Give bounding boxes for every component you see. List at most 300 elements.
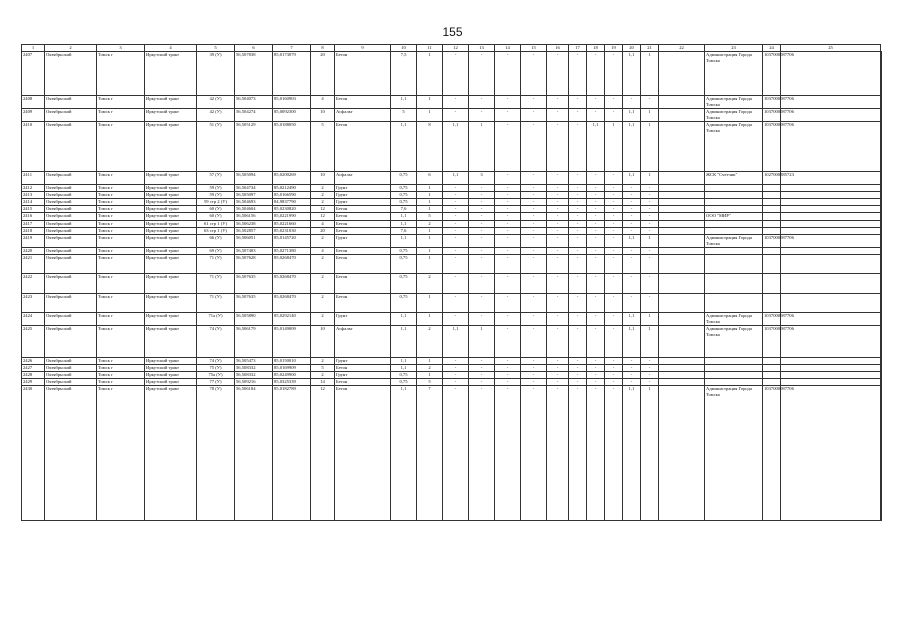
count-cell: 1 bbox=[417, 255, 443, 274]
district: Октябрьский bbox=[45, 378, 97, 385]
count-cell: - bbox=[443, 274, 469, 293]
city: Томск г bbox=[97, 122, 145, 172]
table-row bbox=[22, 255, 882, 274]
empty-cell bbox=[659, 185, 705, 192]
count-cell: - bbox=[623, 185, 641, 192]
empty-cell bbox=[781, 52, 881, 96]
owner: Администрация Города Томска bbox=[705, 326, 763, 357]
area-value: 2 bbox=[311, 192, 335, 199]
count-cell: - bbox=[605, 199, 623, 206]
street: Иркутский тракт bbox=[145, 52, 197, 96]
owner-ogrn: 1037000087706 bbox=[763, 312, 781, 325]
column-number: 11 bbox=[417, 45, 443, 52]
area-value: 2 bbox=[311, 234, 335, 247]
table-row bbox=[22, 234, 882, 247]
city: Томск г bbox=[97, 371, 145, 378]
column-number: 8 bbox=[311, 45, 335, 52]
street: Иркутский тракт bbox=[145, 371, 197, 378]
count-cell: - bbox=[521, 364, 547, 371]
row-number: 2427 bbox=[22, 364, 45, 371]
longitude: 85,0150010 bbox=[273, 357, 311, 364]
count-cell: - bbox=[547, 122, 569, 172]
empty-cell bbox=[659, 274, 705, 293]
empty-cell bbox=[659, 220, 705, 227]
surface-material: Бетон bbox=[335, 247, 391, 254]
empty-cell bbox=[781, 199, 881, 206]
count-cell: - bbox=[469, 312, 495, 325]
count-cell: 1 bbox=[417, 199, 443, 206]
count-cell: - bbox=[641, 371, 659, 378]
count-cell: - bbox=[469, 274, 495, 293]
row-number: 2414 bbox=[22, 199, 45, 206]
empty-cell bbox=[781, 192, 881, 199]
count-cell: - bbox=[587, 192, 605, 199]
count-cell: - bbox=[469, 371, 495, 378]
owner-ogrn: 1037000087706 bbox=[763, 108, 781, 121]
count-cell: - bbox=[495, 378, 521, 385]
register-body bbox=[22, 52, 882, 521]
latitude: 56,506179 bbox=[235, 326, 273, 357]
latitude: 56,505097 bbox=[235, 192, 273, 199]
count-cell: 1 bbox=[641, 234, 659, 247]
table-row bbox=[22, 247, 882, 254]
count-cell: - bbox=[569, 108, 587, 121]
count-cell: - bbox=[495, 227, 521, 234]
empty-cell bbox=[659, 108, 705, 121]
city: Томск г bbox=[97, 312, 145, 325]
count-cell: - bbox=[587, 385, 605, 520]
owner bbox=[705, 192, 763, 199]
latitude: 56,507635 bbox=[235, 274, 273, 293]
column-number: 9 bbox=[335, 45, 391, 52]
house: 66 (У) bbox=[197, 234, 235, 247]
container-volume: 0,75 bbox=[391, 274, 417, 293]
count-cell: - bbox=[605, 108, 623, 121]
count-cell: - bbox=[469, 199, 495, 206]
container-volume: 0,75 bbox=[391, 171, 417, 184]
count-cell: 2 bbox=[417, 364, 443, 371]
table-row bbox=[22, 185, 882, 192]
count-cell: - bbox=[569, 293, 587, 312]
count-cell: - bbox=[605, 255, 623, 274]
count-cell: - bbox=[469, 357, 495, 364]
district: Октябрьский bbox=[45, 247, 97, 254]
count-cell: - bbox=[623, 247, 641, 254]
row-number: 2425 bbox=[22, 326, 45, 357]
district: Октябрьский bbox=[45, 326, 97, 357]
count-cell: - bbox=[605, 371, 623, 378]
district: Октябрьский bbox=[45, 227, 97, 234]
owner-ogrn bbox=[763, 199, 781, 206]
count-cell: - bbox=[495, 185, 521, 192]
table-row bbox=[22, 274, 882, 293]
row-number: 2419 bbox=[22, 234, 45, 247]
count-cell: - bbox=[569, 274, 587, 293]
table-row bbox=[22, 213, 882, 220]
count-cell: - bbox=[569, 247, 587, 254]
area-value: 20 bbox=[311, 227, 335, 234]
empty-cell bbox=[659, 206, 705, 213]
surface-material: Асфальт bbox=[335, 171, 391, 184]
count-cell: 1,1 bbox=[623, 108, 641, 121]
count-cell: - bbox=[495, 122, 521, 172]
area-value: 4 bbox=[311, 247, 335, 254]
table-row bbox=[22, 371, 882, 378]
empty-cell bbox=[781, 227, 881, 234]
count-cell: - bbox=[641, 192, 659, 199]
district: Октябрьский bbox=[45, 199, 97, 206]
surface-material: Грунт bbox=[335, 357, 391, 364]
row-number: 2409 bbox=[22, 108, 45, 121]
table-row bbox=[22, 378, 882, 385]
surface-material: Грунт bbox=[335, 234, 391, 247]
owner-ogrn: 1027000885723 bbox=[763, 171, 781, 184]
district: Октябрьский bbox=[45, 255, 97, 274]
empty-cell bbox=[659, 247, 705, 254]
longitude: 85,0271380 bbox=[273, 247, 311, 254]
count-cell: - bbox=[495, 192, 521, 199]
count-cell: 2 bbox=[417, 326, 443, 357]
surface-material: Бетон bbox=[335, 293, 391, 312]
count-cell: - bbox=[547, 185, 569, 192]
area-value: 10 bbox=[311, 108, 335, 121]
count-cell: 1 bbox=[641, 326, 659, 357]
empty-cell bbox=[781, 293, 881, 312]
latitude: 56,505094 bbox=[235, 171, 273, 184]
row-number: 2420 bbox=[22, 247, 45, 254]
count-cell: - bbox=[521, 371, 547, 378]
served-addresses bbox=[881, 220, 882, 227]
count-cell: - bbox=[641, 206, 659, 213]
district: Октябрьский bbox=[45, 108, 97, 121]
latitude: 56,504604 bbox=[235, 206, 273, 213]
city: Томск г bbox=[97, 234, 145, 247]
column-number: 20 bbox=[623, 45, 641, 52]
count-cell: - bbox=[443, 108, 469, 121]
table-row bbox=[22, 199, 882, 206]
house: 78 (У) bbox=[197, 385, 235, 520]
owner: ЖСК "Счетчик" bbox=[705, 171, 763, 184]
count-cell: 1 bbox=[641, 171, 659, 184]
served-addresses bbox=[881, 326, 882, 357]
count-cell: - bbox=[443, 199, 469, 206]
count-cell: - bbox=[623, 378, 641, 385]
surface-material: Бетон bbox=[335, 52, 391, 96]
container-volume: 1,1 bbox=[391, 357, 417, 364]
column-number: 15 bbox=[521, 45, 547, 52]
empty-cell bbox=[781, 357, 881, 364]
count-cell: - bbox=[587, 185, 605, 192]
city: Томск г bbox=[97, 213, 145, 220]
count-cell: - bbox=[521, 293, 547, 312]
count-cell: 1,1 bbox=[443, 171, 469, 184]
column-number: 24 bbox=[763, 45, 781, 52]
count-cell: - bbox=[469, 247, 495, 254]
district: Октябрьский bbox=[45, 192, 97, 199]
column-number: 12 bbox=[443, 45, 469, 52]
owner-ogrn bbox=[763, 357, 781, 364]
longitude: 85,0145720 bbox=[273, 234, 311, 247]
owner-ogrn bbox=[763, 247, 781, 254]
count-cell: - bbox=[587, 312, 605, 325]
count-cell: - bbox=[443, 192, 469, 199]
column-number: 13 bbox=[469, 45, 495, 52]
table-row bbox=[22, 220, 882, 227]
longitude: 85,0221990 bbox=[273, 213, 311, 220]
street: Иркутский тракт bbox=[145, 293, 197, 312]
count-cell: - bbox=[547, 171, 569, 184]
served-addresses bbox=[881, 247, 882, 254]
owner-ogrn bbox=[763, 227, 781, 234]
count-cell: - bbox=[547, 234, 569, 247]
count-cell: - bbox=[521, 199, 547, 206]
latitude: 56,507403 bbox=[235, 247, 273, 254]
count-cell: - bbox=[521, 95, 547, 108]
house: 57 (У) bbox=[197, 171, 235, 184]
container-volume: 0,75 bbox=[391, 199, 417, 206]
count-cell: - bbox=[443, 371, 469, 378]
count-cell: - bbox=[587, 274, 605, 293]
table-row bbox=[22, 364, 882, 371]
count-cell: - bbox=[495, 371, 521, 378]
count-cell: - bbox=[547, 227, 569, 234]
longitude: 85,0182789 bbox=[273, 385, 311, 520]
owner-ogrn: 1037000087706 bbox=[763, 234, 781, 247]
district: Октябрьский bbox=[45, 95, 97, 108]
container-volume: 1,1 bbox=[391, 364, 417, 371]
count-cell: 1,1 bbox=[443, 326, 469, 357]
served-addresses bbox=[881, 185, 882, 192]
count-cell: - bbox=[495, 293, 521, 312]
empty-cell bbox=[659, 326, 705, 357]
count-cell: 1 bbox=[417, 95, 443, 108]
city: Томск г bbox=[97, 199, 145, 206]
column-number: 10 bbox=[391, 45, 417, 52]
city: Томск г bbox=[97, 206, 145, 213]
surface-material: Грунт bbox=[335, 371, 391, 378]
latitude: 56,502857 bbox=[235, 227, 273, 234]
longitude: 85,0268470 bbox=[273, 255, 311, 274]
count-cell: - bbox=[605, 312, 623, 325]
empty-cell bbox=[781, 247, 881, 254]
count-cell: - bbox=[547, 274, 569, 293]
count-cell: - bbox=[547, 199, 569, 206]
latitude: 56,507838 bbox=[235, 52, 273, 96]
count-cell: - bbox=[587, 206, 605, 213]
count-cell: - bbox=[495, 95, 521, 108]
house: 60 (У) bbox=[197, 213, 235, 220]
count-cell: 1 bbox=[641, 52, 659, 96]
count-cell: - bbox=[587, 255, 605, 274]
house: 75 (У) bbox=[197, 364, 235, 371]
area-value: 2 bbox=[311, 255, 335, 274]
city: Томск г bbox=[97, 385, 145, 520]
count-cell: 5 bbox=[417, 378, 443, 385]
area-value: 14 bbox=[311, 378, 335, 385]
container-volume: 0,75 bbox=[391, 293, 417, 312]
count-cell: - bbox=[569, 234, 587, 247]
count-cell: - bbox=[443, 206, 469, 213]
surface-material: Грунт bbox=[335, 192, 391, 199]
owner bbox=[705, 293, 763, 312]
served-addresses bbox=[881, 192, 882, 199]
street: Иркутский тракт bbox=[145, 274, 197, 293]
empty-cell bbox=[659, 293, 705, 312]
house: 42 (У) bbox=[197, 108, 235, 121]
street: Иркутский тракт bbox=[145, 326, 197, 357]
owner bbox=[705, 371, 763, 378]
page-number: 155 bbox=[442, 25, 463, 39]
count-cell: - bbox=[569, 326, 587, 357]
area-value: 10 bbox=[311, 171, 335, 184]
empty-cell bbox=[781, 385, 881, 520]
count-cell: - bbox=[605, 247, 623, 254]
row-number: 2416 bbox=[22, 213, 45, 220]
count-cell: - bbox=[605, 326, 623, 357]
district: Октябрьский bbox=[45, 171, 97, 184]
count-cell: - bbox=[495, 220, 521, 227]
city: Томск г bbox=[97, 171, 145, 184]
count-cell: - bbox=[495, 199, 521, 206]
count-cell: - bbox=[495, 52, 521, 96]
row-number: 2408 bbox=[22, 95, 45, 108]
container-volume: 1,1 bbox=[391, 326, 417, 357]
empty-cell bbox=[781, 364, 881, 371]
empty-cell bbox=[659, 95, 705, 108]
count-cell: 2 bbox=[417, 220, 443, 227]
district: Октябрьский bbox=[45, 312, 97, 325]
area-value: 12 bbox=[311, 385, 335, 520]
count-cell: - bbox=[547, 220, 569, 227]
latitude: 56,508332 bbox=[235, 371, 273, 378]
street: Иркутский тракт bbox=[145, 312, 197, 325]
count-cell: - bbox=[521, 326, 547, 357]
count-cell: - bbox=[587, 52, 605, 96]
table-row bbox=[22, 312, 882, 325]
count-cell: - bbox=[587, 171, 605, 184]
city: Томск г bbox=[97, 247, 145, 254]
count-cell: 1 bbox=[605, 122, 623, 172]
count-cell: - bbox=[641, 378, 659, 385]
served-addresses bbox=[881, 378, 882, 385]
street: Иркутский тракт bbox=[145, 199, 197, 206]
table-row bbox=[22, 122, 882, 172]
longitude: 85,0231030 bbox=[273, 227, 311, 234]
count-cell: 1 bbox=[417, 108, 443, 121]
empty-cell bbox=[659, 364, 705, 371]
street: Иркутский тракт bbox=[145, 213, 197, 220]
count-cell: - bbox=[547, 326, 569, 357]
longitude: 85,0149009 bbox=[273, 326, 311, 357]
row-number: 2429 bbox=[22, 378, 45, 385]
longitude: 85,0230820 bbox=[273, 206, 311, 213]
count-cell: - bbox=[605, 220, 623, 227]
district: Октябрьский bbox=[45, 122, 97, 172]
column-number: 1 bbox=[22, 45, 45, 52]
area-value: 12 bbox=[311, 213, 335, 220]
count-cell: 1,1 bbox=[623, 122, 641, 172]
count-cell: - bbox=[569, 213, 587, 220]
count-cell: - bbox=[495, 326, 521, 357]
row-number: 2421 bbox=[22, 255, 45, 274]
served-addresses bbox=[881, 312, 882, 325]
served-addresses bbox=[881, 95, 882, 108]
count-cell: 1 bbox=[641, 108, 659, 121]
longitude: 85,0212490 bbox=[273, 185, 311, 192]
longitude: 85,0160903 bbox=[273, 95, 311, 108]
street: Иркутский тракт bbox=[145, 227, 197, 234]
count-cell: 1 bbox=[641, 312, 659, 325]
street: Иркутский тракт bbox=[145, 255, 197, 274]
served-addresses bbox=[881, 234, 882, 247]
row-number: 2423 bbox=[22, 293, 45, 312]
owner: Администрация Города Томска bbox=[705, 385, 763, 520]
column-number: 18 bbox=[587, 45, 605, 52]
empty-cell bbox=[781, 255, 881, 274]
surface-material: Бетон bbox=[335, 364, 391, 371]
count-cell: - bbox=[587, 357, 605, 364]
longitude: 85,0292140 bbox=[273, 312, 311, 325]
count-cell: - bbox=[547, 108, 569, 121]
longitude: 85,0268470 bbox=[273, 274, 311, 293]
empty-cell bbox=[781, 274, 881, 293]
table-row bbox=[22, 95, 882, 108]
count-cell: - bbox=[569, 185, 587, 192]
row-number: 2411 bbox=[22, 171, 45, 184]
count-cell: 8 bbox=[417, 122, 443, 172]
count-cell: - bbox=[469, 293, 495, 312]
count-cell: - bbox=[547, 52, 569, 96]
count-cell: 1 bbox=[417, 52, 443, 96]
count-cell: - bbox=[521, 52, 547, 96]
empty-cell bbox=[659, 255, 705, 274]
count-cell: - bbox=[623, 371, 641, 378]
count-cell: - bbox=[495, 364, 521, 371]
count-cell: - bbox=[547, 312, 569, 325]
owner bbox=[705, 247, 763, 254]
district: Октябрьский bbox=[45, 185, 97, 192]
count-cell: - bbox=[605, 192, 623, 199]
column-number: 3 bbox=[97, 45, 145, 52]
count-cell: - bbox=[623, 199, 641, 206]
street: Иркутский тракт bbox=[145, 247, 197, 254]
owner-ogrn bbox=[763, 206, 781, 213]
longitude: 85,0221660 bbox=[273, 220, 311, 227]
district: Октябрьский bbox=[45, 52, 97, 96]
count-cell: - bbox=[605, 227, 623, 234]
count-cell: - bbox=[495, 206, 521, 213]
owner-ogrn bbox=[763, 185, 781, 192]
surface-material: Грунт bbox=[335, 312, 391, 325]
table-row bbox=[22, 357, 882, 364]
count-cell: - bbox=[547, 192, 569, 199]
served-addresses bbox=[881, 255, 882, 274]
count-cell: - bbox=[495, 171, 521, 184]
house: 71 (У) bbox=[197, 293, 235, 312]
district: Октябрьский bbox=[45, 213, 97, 220]
owner-ogrn: 1037000087706 bbox=[763, 122, 781, 172]
container-volume: 1,1 bbox=[391, 385, 417, 520]
count-cell: 1 bbox=[641, 122, 659, 172]
longitude: 85,0249900 bbox=[273, 371, 311, 378]
count-cell: - bbox=[521, 255, 547, 274]
district: Октябрьский bbox=[45, 385, 97, 520]
district: Октябрьский bbox=[45, 220, 97, 227]
owner bbox=[705, 220, 763, 227]
surface-material: Асфальт bbox=[335, 108, 391, 121]
count-cell: - bbox=[521, 108, 547, 121]
column-number: 21 bbox=[641, 45, 659, 52]
